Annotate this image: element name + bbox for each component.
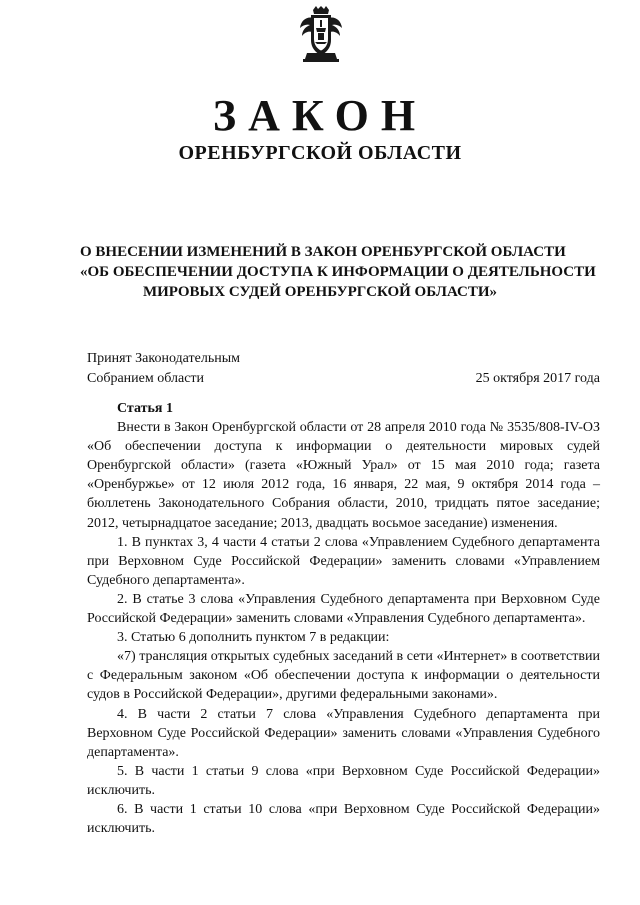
adoption-line: Собранием области	[87, 371, 205, 386]
article-paragraph: «7) трансляция открытых судебных заседаний в сети «Интернет» в соответствии с Федеральным законом «Об обеспечении доступа к информации о деятельности судов в Российской Федерации», другими федеральными законами».	[87, 649, 600, 703]
adoption-info	[87, 349, 240, 389]
article-body	[87, 399, 600, 838]
article-paragraph: 4. В части 2 статьи 7 слова «Управления Судебного департамента при Верховном Суде Российской Федерации» заменить словами «Управления Судебного департамента».	[87, 706, 600, 760]
coat-of-arms-icon	[299, 6, 343, 62]
adoption-line: Принят Законодательным	[87, 351, 240, 366]
article-paragraph: 1. В пунктах 3, 4 части 4 статьи 2 слова «Управлением Судебного департамента при Верховном Суде Российской Федерации» заменить словами «Управлением Судебного департамента».	[87, 534, 600, 588]
document-type-heading: ЗАКОН	[212, 91, 428, 140]
document-region-heading: ОРЕНБУРГСКОЙ ОБЛАСТИ	[178, 142, 462, 164]
article-paragraph: 5. В части 1 статьи 9 слова «при Верховном Суде Российской Федерации» исключить.	[87, 763, 600, 798]
adoption-date: 25 октября 2017 года	[475, 371, 600, 386]
article-paragraph: 3. Статью 6 дополнить пунктом 7 в редакции:	[117, 630, 390, 646]
law-title-line: «ОБ ОБЕСПЕЧЕНИИ ДОСТУПА К ИНФОРМАЦИИ О ДЕЯТЕЛЬНОСТИ	[80, 264, 596, 280]
article-paragraph: Внести в Закон Оренбургской области от 28 апреля 2010 года № 3535/808-IV-ОЗ «Об обеспечении доступа к информации о деятельности мировых судей Оренбургской области» (газета «Южный Урал» от 15 мая 2010 года; газета «Оренбуржье» от 12 июля 2012 года, 16 января, 22 мая, 9 октября 2014 года – бюллетень Законодательного Собрания области, 2010, тридцать пятое заседание; 2012, четырнадцатое заседание; 2013, двадцать восьмое заседание) изменения.	[87, 420, 600, 531]
law-title	[80, 242, 596, 302]
article-paragraph: 6. В части 1 статьи 10 слова «при Верховном Суде Российской Федерации» исключить.	[87, 801, 600, 837]
law-title-line: МИРОВЫХ СУДЕЙ ОРЕНБУРГСКОЙ ОБЛАСТИ»	[142, 284, 498, 300]
article-paragraph: 2. В статье 3 слова «Управления Судебного департамента при Верховном Суде Российской Федерации» заменить словами «Управления Судебного департамента».	[87, 591, 600, 627]
law-title-line: О ВНЕСЕНИИ ИЗМЕНЕНИЙ В ЗАКОН ОРЕНБУРГСКОЙ ОБЛАСТИ	[80, 244, 566, 260]
article-heading: Статья 1	[117, 401, 173, 416]
